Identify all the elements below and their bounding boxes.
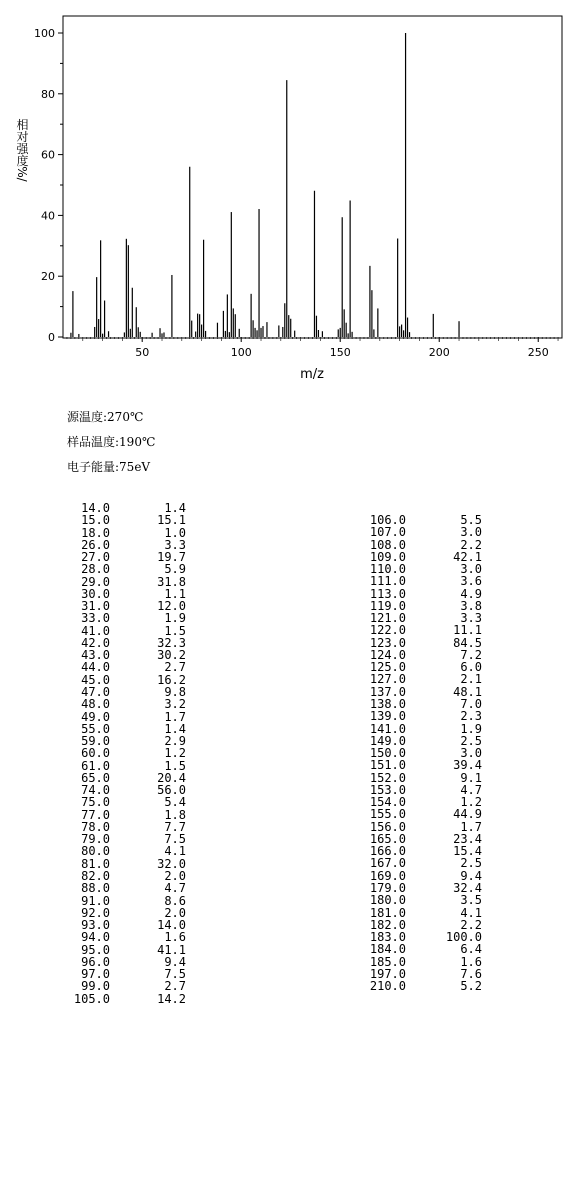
mz-value: 156.0 [369,819,406,834]
mz-value: 97.0 [81,967,110,982]
table-row [64,514,194,526]
abundance-value: 1.5 [164,758,186,773]
abundance-value: 1.4 [164,721,186,736]
mz-value: 65.0 [81,770,110,785]
abundance-value: 2.2 [460,917,482,932]
mz-value: 179.0 [369,880,406,895]
mz-value: 127.0 [369,672,406,687]
abundance-value: 19.7 [157,550,186,565]
abundance-value: 32.0 [157,856,186,871]
mz-value: 182.0 [369,917,406,932]
abundance-value: 11.1 [453,623,482,638]
table-row [360,539,490,551]
mz-value: 139.0 [369,709,406,724]
abundance-value: 20.4 [157,770,186,785]
abundance-value: 84.5 [453,635,482,650]
abundance-value: 39.4 [453,758,482,773]
abundance-value: 15.1 [157,513,186,528]
abundance-value: 7.6 [460,966,482,981]
abundance-value: 7.5 [164,967,186,982]
mz-value: 109.0 [369,549,406,564]
mz-value: 91.0 [81,893,110,908]
table-row [360,759,490,771]
y-tick-label: 100 [34,27,55,40]
abundance-value: 7.0 [460,696,482,711]
x-tick-label: 200 [428,346,450,359]
mz-value: 119.0 [369,598,406,613]
table-row [360,575,490,587]
mz-value: 78.0 [81,819,110,834]
mz-value: 74.0 [81,783,110,798]
table-row [64,882,194,894]
abundance-value: 2.9 [164,734,186,749]
abundance-value: 6.4 [460,942,482,957]
abundance-value: 9.8 [164,684,186,699]
abundance-value: 4.7 [460,782,482,797]
abundance-value: 16.2 [157,672,186,687]
table-row [64,747,194,759]
abundance-value: 1.1 [164,586,186,601]
abundance-value: 4.9 [460,586,482,601]
abundance-value: 5.9 [164,562,186,577]
mz-value: 181.0 [369,905,406,920]
mz-value: 79.0 [81,832,110,847]
sample-temperature: 样品温度:190℃ [67,435,156,449]
plot-frame [63,16,562,338]
abundance-value: 2.2 [460,537,482,552]
mz-value: 31.0 [81,599,110,614]
table-row [360,772,490,784]
abundance-value: 7.2 [460,647,482,662]
mz-value: 41.0 [81,623,110,638]
abundance-value: 14.0 [157,918,186,933]
abundance-value: 3.2 [164,697,186,712]
mz-value: 107.0 [369,525,406,540]
mz-value: 197.0 [369,966,406,981]
x-tick-label: 50 [135,346,150,359]
x-axis-label: m/z [300,367,324,380]
mass-spectrum-chart [0,0,570,380]
table-row [64,980,194,992]
mz-value: 185.0 [369,954,406,969]
table-row [360,526,490,538]
abundance-value: 4.7 [164,881,186,896]
abundance-value: 1.4 [164,501,186,515]
abundance-value: 1.9 [460,721,482,736]
abundance-value: 15.4 [453,844,482,859]
mz-value: 28.0 [81,562,110,577]
mz-value: 61.0 [81,758,110,773]
table-row [64,698,194,710]
abundance-value: 2.3 [460,709,482,724]
mz-value: 92.0 [81,905,110,920]
abundance-value: 1.6 [164,930,186,945]
x-tick-label: 100 [230,346,252,359]
mz-value: 47.0 [81,684,110,699]
table-row [64,845,194,857]
abundance-value: 1.6 [460,954,482,969]
abundance-value: 3.0 [460,562,482,577]
abundance-value: 1.9 [164,611,186,626]
abundance-value: 1.7 [164,709,186,724]
mz-value: 48.0 [81,697,110,712]
abundance-value: 2.0 [164,905,186,920]
mz-value: 124.0 [369,647,406,662]
abundance-value: 5.5 [460,513,482,527]
mz-value: 165.0 [369,831,406,846]
peak-table-right [360,514,490,992]
mz-value: 94.0 [81,930,110,945]
table-row [360,808,490,820]
abundance-value: 6.0 [460,660,482,675]
mz-value: 42.0 [81,635,110,650]
mz-value: 93.0 [81,918,110,933]
abundance-value: 3.3 [460,611,482,626]
abundance-value: 4.1 [164,844,186,859]
mz-value: 125.0 [369,660,406,675]
abundance-value: 3.5 [460,893,482,908]
mz-value: 43.0 [81,648,110,663]
abundance-value: 3.8 [460,598,482,613]
y-axis-label: 相对强度%/ [15,118,29,182]
abundance-value: 30.2 [157,648,186,663]
mz-value: 45.0 [81,672,110,687]
mz-value: 167.0 [369,856,406,871]
x-tick-label: 250 [527,346,549,359]
y-tick-label: 40 [41,209,55,223]
abundance-value: 1.2 [164,746,186,761]
mz-value: 81.0 [81,856,110,871]
mz-value: 14.0 [81,501,110,515]
table-row [64,563,194,575]
mz-value: 110.0 [369,562,406,577]
mz-value: 184.0 [369,942,406,957]
abundance-value: 1.8 [164,807,186,822]
abundance-value: 2.7 [164,660,186,675]
abundance-value: 3.0 [460,525,482,540]
abundance-value: 3.0 [460,746,482,761]
table-row [64,711,194,723]
abundance-value: 1.7 [460,819,482,834]
mz-value: 18.0 [81,525,110,540]
abundance-value: 9.4 [460,868,482,883]
x-axis [135,337,549,359]
electron-energy: 电子能量:75eV [67,460,151,474]
table-row [64,944,194,956]
mz-value: 99.0 [81,979,110,994]
table-row [360,894,490,906]
abundance-value: 9.4 [164,954,186,969]
abundance-value: 7.5 [164,832,186,847]
abundance-value: 2.5 [460,733,482,748]
table-row [360,723,490,735]
abundance-value: 2.7 [164,979,186,994]
table-row [64,796,194,808]
abundance-value: 3.6 [460,574,482,589]
abundance-value: 7.7 [164,819,186,834]
abundance-value: 48.1 [453,684,482,699]
mz-value: 111.0 [369,574,406,589]
table-row [360,710,490,722]
abundance-value: 2.1 [460,672,482,687]
abundance-value: 44.9 [453,807,482,822]
mz-value: 154.0 [369,795,406,810]
abundance-value: 5.2 [460,979,482,994]
mz-value: 152.0 [369,770,406,785]
mz-value: 106.0 [369,513,406,527]
mz-value: 137.0 [369,684,406,699]
table-row [360,673,490,685]
y-axis [34,27,63,344]
mz-value: 15.0 [81,513,110,528]
mz-value: 150.0 [369,746,406,761]
table-row [64,661,194,673]
abundance-value: 23.4 [453,831,482,846]
mz-value: 151.0 [369,758,406,773]
mz-value: 180.0 [369,893,406,908]
abundance-value: 41.1 [157,942,186,957]
abundance-value: 2.5 [460,856,482,871]
mz-value: 183.0 [369,930,406,945]
mz-value: 59.0 [81,734,110,749]
abundance-value: 8.6 [164,893,186,908]
abundance-value: 1.2 [460,795,482,810]
mz-value: 55.0 [81,721,110,736]
mz-value: 60.0 [81,746,110,761]
mz-value: 210.0 [369,979,406,994]
abundance-value: 5.4 [164,795,186,810]
mz-value: 82.0 [81,868,110,883]
abundance-value: 32.4 [453,880,482,895]
mz-value: 49.0 [81,709,110,724]
table-row [360,624,490,636]
mz-value: 33.0 [81,611,110,626]
table-row [64,895,194,907]
mz-value: 95.0 [81,942,110,957]
table-row [360,907,490,919]
abundance-value: 1.0 [164,525,186,540]
mz-value: 113.0 [369,586,406,601]
table-row [360,943,490,955]
abundance-value: 31.8 [157,574,186,589]
abundance-value: 3.3 [164,537,186,552]
peak-series [71,33,459,337]
table-row [64,993,194,1005]
mz-value: 88.0 [81,881,110,896]
mz-value: 122.0 [369,623,406,638]
mz-value: 105.0 [73,991,110,1006]
mz-value: 155.0 [369,807,406,822]
mz-value: 80.0 [81,844,110,859]
table-row [64,931,194,943]
mz-value: 30.0 [81,586,110,601]
mz-value: 44.0 [81,660,110,675]
mz-value: 75.0 [81,795,110,810]
mz-value: 149.0 [369,733,406,748]
abundance-value: 4.1 [460,905,482,920]
abundance-value: 12.0 [157,599,186,614]
x-tick-label: 150 [329,346,351,359]
y-tick-label: 60 [41,148,55,162]
mz-value: 26.0 [81,537,110,552]
y-tick-label: 20 [41,270,55,284]
abundance-value: 32.3 [157,635,186,650]
table-row [64,527,194,539]
y-tick-label: 80 [41,87,55,101]
mz-value: 77.0 [81,807,110,822]
mz-value: 138.0 [369,696,406,711]
mz-value: 27.0 [81,550,110,565]
abundance-value: 56.0 [157,783,186,798]
table-row [360,980,490,992]
mz-value: 141.0 [369,721,406,736]
mz-value: 108.0 [369,537,406,552]
table-row [64,612,194,624]
mz-value: 166.0 [369,844,406,859]
abundance-value: 9.1 [460,770,482,785]
y-tick-label: 0 [48,331,55,344]
source-temperature: 源温度:270℃ [67,410,144,424]
mz-value: 153.0 [369,782,406,797]
abundance-value: 100.0 [445,930,482,945]
mz-value: 121.0 [369,611,406,626]
table-row [64,760,194,772]
mz-value: 29.0 [81,574,110,589]
abundance-value: 2.0 [164,868,186,883]
table-row [360,956,490,968]
mz-value: 123.0 [369,635,406,650]
abundance-value: 1.5 [164,623,186,638]
abundance-value: 14.2 [157,991,186,1006]
abundance-value: 42.1 [453,549,482,564]
mz-value: 169.0 [369,868,406,883]
mz-value: 96.0 [81,954,110,969]
peak-table-left [64,502,194,1005]
table-row [360,857,490,869]
